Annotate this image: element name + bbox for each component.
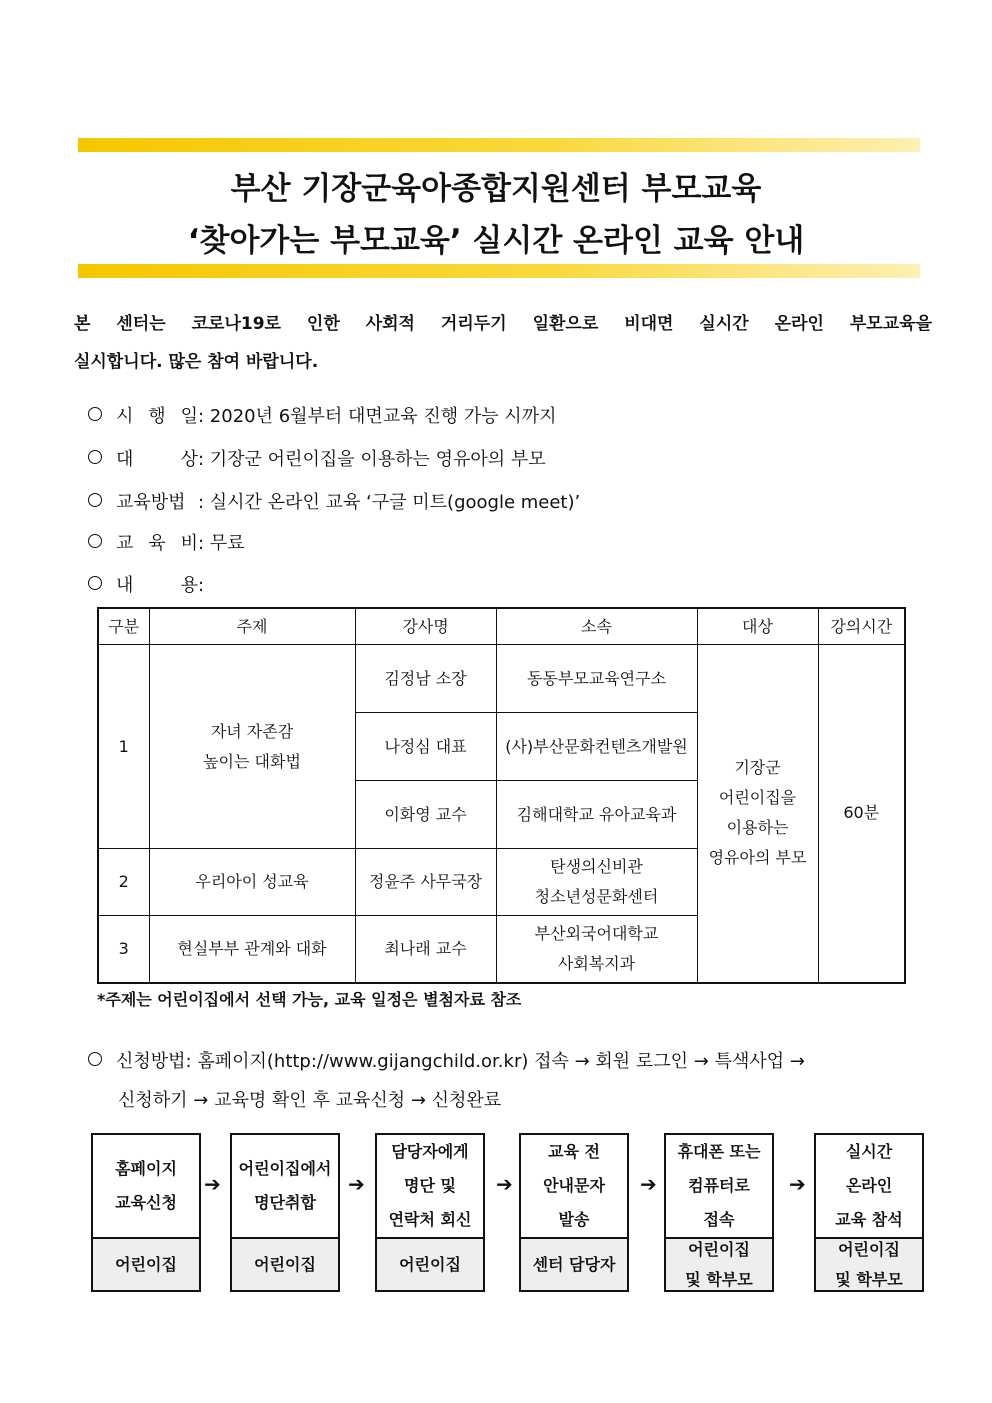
step-action-line: 담당자에게 bbox=[391, 1142, 469, 1161]
step-action-line: 휴대폰 또는 bbox=[677, 1142, 761, 1161]
apply-line2: 신청하기 → 교육명 확인 후 교육신청 → 신청완료 bbox=[118, 1090, 502, 1111]
row-topic: 우리아이 성교육 bbox=[149, 849, 355, 916]
row-no: 1 bbox=[98, 645, 149, 849]
item-value: : 실시간 온라인 교육 ‘구글 미트(google meet)’ bbox=[198, 492, 581, 513]
step-action-line: 컴퓨터로 bbox=[688, 1176, 750, 1195]
info-item-date bbox=[88, 402, 556, 428]
item-value: : 2020년 6월부터 대면교육 진행 가능 시까지 bbox=[198, 406, 557, 427]
item-value: : bbox=[198, 575, 205, 596]
table-header-row bbox=[98, 608, 905, 645]
title-bottom-bar bbox=[78, 264, 920, 278]
lecturer-name: 정윤주 사무국장 bbox=[355, 849, 496, 916]
step-actor-line: 및 학부모 bbox=[685, 1269, 753, 1289]
lecturer-affiliation bbox=[496, 916, 697, 983]
flow-step-6 bbox=[814, 1133, 924, 1292]
page-title-line1: 부산 기장군육아종합지원센터 부모교육 bbox=[230, 171, 762, 207]
circle-bullet-icon bbox=[88, 576, 102, 590]
header-target: 대상 bbox=[697, 608, 818, 645]
header-affiliation: 소속 bbox=[496, 608, 697, 645]
arrow-right-icon: ➔ bbox=[348, 1172, 365, 1196]
circle-bullet-icon bbox=[88, 493, 102, 507]
table-row bbox=[98, 645, 905, 713]
step-actor bbox=[521, 1239, 627, 1290]
title-top-bar bbox=[78, 138, 920, 152]
lecturer-affiliation bbox=[496, 849, 697, 916]
affiliation-line: 사회복지과 bbox=[557, 953, 636, 973]
step-action-line: 홈페이지 bbox=[115, 1159, 177, 1178]
row-topic bbox=[149, 645, 355, 849]
apply-line1 bbox=[88, 1047, 805, 1073]
target-cell bbox=[697, 645, 818, 983]
lecturer-name: 나정심 대표 bbox=[355, 713, 496, 781]
info-item-method bbox=[88, 488, 580, 514]
step-action bbox=[377, 1135, 483, 1239]
circle-bullet-icon bbox=[88, 534, 102, 548]
row-no: 2 bbox=[98, 849, 149, 916]
step-action-line: 명단 및 bbox=[404, 1176, 456, 1195]
step-action-line: 온라인 bbox=[845, 1176, 893, 1195]
step-action bbox=[93, 1135, 199, 1239]
table-note: *주제는 어린이집에서 선택 가능, 교육 일정은 별첨자료 참조 bbox=[97, 990, 522, 1009]
header-no: 구분 bbox=[98, 608, 149, 645]
step-actor bbox=[93, 1239, 199, 1290]
step-actor bbox=[232, 1239, 338, 1290]
flow-step-4 bbox=[519, 1133, 629, 1292]
step-action bbox=[521, 1135, 627, 1239]
step-action-line: 연락처 회신 bbox=[388, 1210, 472, 1229]
step-actor bbox=[816, 1239, 922, 1290]
item-label: 내 용 bbox=[116, 575, 198, 596]
apply-text: 신청방법: 홈페이지(http://www.gijangchild.or.kr) 접속 → 회원 로그인 → 특색사업 → bbox=[116, 1051, 805, 1072]
arrow-right-icon: ➔ bbox=[204, 1172, 221, 1196]
step-actor-line: 어린이집 bbox=[688, 1239, 750, 1259]
affiliation-line: 청소년성문화센터 bbox=[534, 887, 659, 906]
affiliation-line: 부산외국어대학교 bbox=[534, 923, 659, 943]
item-label: 대 상 bbox=[116, 449, 198, 470]
header-topic: 주제 bbox=[149, 608, 355, 645]
info-item-fee bbox=[88, 529, 245, 555]
step-actor-line: 센터 담당자 bbox=[532, 1254, 616, 1274]
step-action-line: 발송 bbox=[558, 1210, 590, 1229]
step-action bbox=[816, 1135, 922, 1239]
lecturer-affiliation: 동동부모교육연구소 bbox=[496, 645, 697, 713]
info-item-target bbox=[88, 445, 546, 471]
target-line: 기장군 bbox=[734, 758, 781, 778]
arrow-right-icon: ➔ bbox=[640, 1172, 657, 1196]
target-line: 이용하는 bbox=[726, 818, 789, 838]
item-label: 교육방법 bbox=[116, 492, 186, 513]
intro-line1: 본 센터는 코로나19로 인한 사회적 거리두기 일환으로 비대면 실시간 온라인 부모교육을 bbox=[74, 314, 932, 334]
step-action-line: 접속 bbox=[703, 1210, 735, 1229]
lecturer-name: 김정남 소장 bbox=[355, 645, 496, 713]
step-actor-line: 어린이집 bbox=[115, 1254, 177, 1274]
step-action-line: 명단취합 bbox=[254, 1193, 316, 1212]
step-actor-line: 어린이집 bbox=[399, 1254, 461, 1274]
duration-cell: 60분 bbox=[818, 645, 905, 983]
page-title-line2: ‘찾아가는 부모교육’ 실시간 온라인 교육 안내 bbox=[187, 223, 805, 259]
arrow-right-icon: ➔ bbox=[496, 1172, 513, 1196]
step-action-line: 안내문자 bbox=[543, 1176, 605, 1195]
target-line: 영유아의 부모 bbox=[708, 848, 807, 868]
row-no: 3 bbox=[98, 916, 149, 983]
step-action bbox=[232, 1135, 338, 1239]
item-label: 교 육 비 bbox=[116, 533, 198, 554]
step-actor bbox=[377, 1239, 483, 1290]
lecturer-affiliation: 김해대학교 유아교육과 bbox=[496, 781, 697, 849]
step-action bbox=[666, 1135, 772, 1239]
row-topic: 현실부부 관계와 대화 bbox=[149, 916, 355, 983]
step-action-line: 실시간 bbox=[845, 1142, 893, 1161]
flow-step-3 bbox=[375, 1133, 485, 1292]
item-value: : 기장군 어린이집을 이용하는 영유아의 부모 bbox=[198, 449, 546, 470]
info-item-content bbox=[88, 571, 204, 597]
step-actor-line: 어린이집 bbox=[838, 1239, 900, 1259]
header-duration: 강의시간 bbox=[818, 608, 905, 645]
step-action-line: 교육 전 bbox=[548, 1142, 600, 1161]
circle-bullet-icon bbox=[88, 1052, 102, 1066]
intro-line2: 실시합니다. 많은 참여 바랍니다. bbox=[74, 352, 319, 372]
circle-bullet-icon bbox=[88, 407, 102, 421]
topic-line: 높이는 대화법 bbox=[203, 751, 301, 771]
step-actor bbox=[666, 1239, 772, 1290]
step-actor-line: 및 학부모 bbox=[835, 1269, 903, 1289]
program-table bbox=[97, 607, 906, 984]
step-action-line: 어린이집에서 bbox=[238, 1159, 332, 1178]
step-action-line: 교육 참석 bbox=[835, 1210, 903, 1229]
item-value: : 무료 bbox=[198, 533, 245, 554]
flow-step-1 bbox=[91, 1133, 201, 1292]
flow-step-2 bbox=[230, 1133, 340, 1292]
target-line: 어린이집을 bbox=[718, 788, 797, 808]
affiliation-line: 탄생의신비관 bbox=[550, 857, 643, 876]
lecturer-name: 최나래 교수 bbox=[355, 916, 496, 983]
step-action-line: 교육신청 bbox=[115, 1193, 177, 1212]
lecturer-name: 이화영 교수 bbox=[355, 781, 496, 849]
header-lecturer: 강사명 bbox=[355, 608, 496, 645]
circle-bullet-icon bbox=[88, 450, 102, 464]
step-actor-line: 어린이집 bbox=[254, 1254, 316, 1274]
lecturer-affiliation: (사)부산문화컨텐츠개발원 bbox=[496, 713, 697, 781]
item-label: 시 행 일 bbox=[116, 406, 198, 427]
flow-step-5 bbox=[664, 1133, 774, 1292]
arrow-right-icon: ➔ bbox=[789, 1172, 806, 1196]
topic-line: 자녀 자존감 bbox=[210, 721, 294, 741]
